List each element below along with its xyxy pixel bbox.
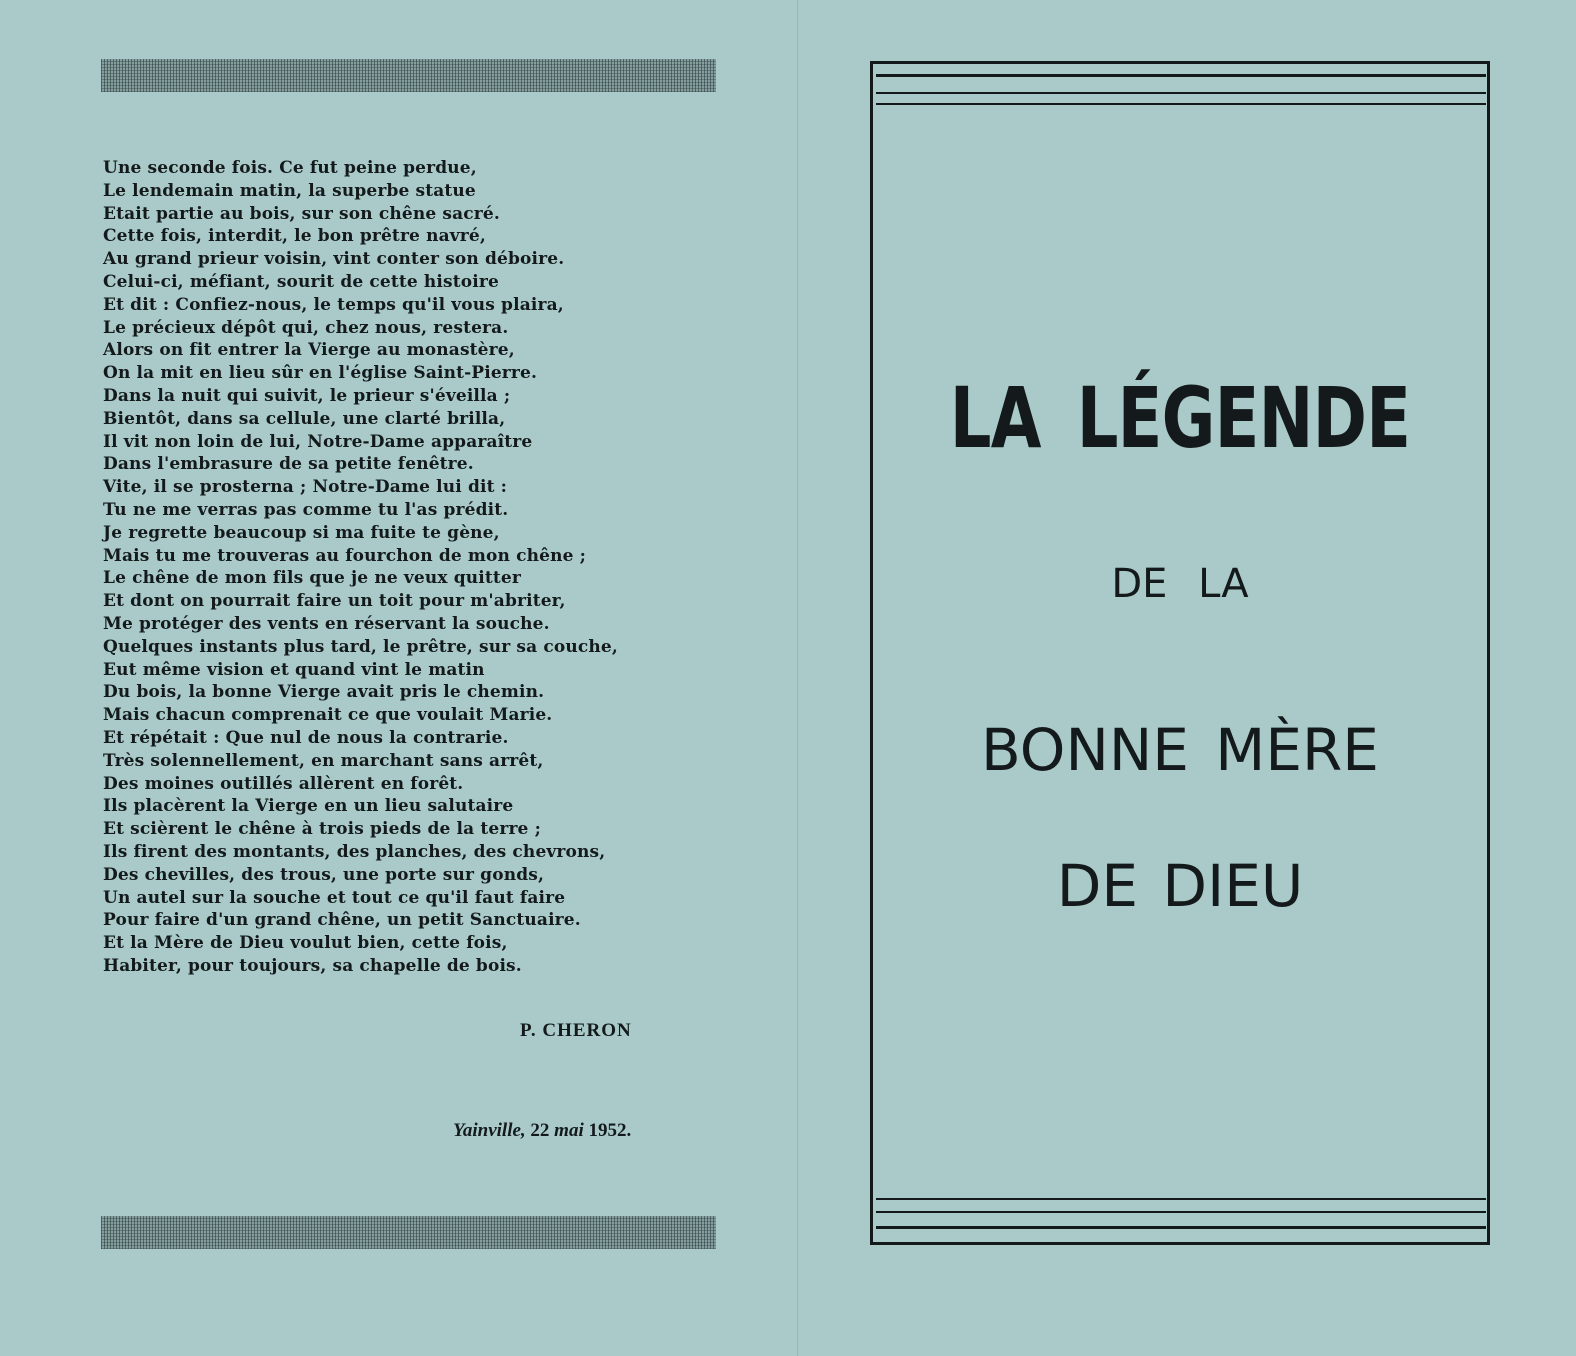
cover-title-line4: DE DIEU [1056,852,1304,920]
poem-line: Celui-ci, méfiant, sourit de cette histoire [103,271,499,292]
poem-line: Eut même vision et quand vint le matin [103,659,485,680]
poem-signature: P. CHERON [520,1020,632,1041]
poem-line: Du bois, la bonne Vierge avait pris le chemin. [103,682,545,703]
poem-line: Le lendemain matin, la superbe statue [103,180,476,201]
poem-line: Des chevilles, des trous, une porte sur gonds, [103,864,545,885]
poem-line: Et scièrent le chêne à trois pieds de la terre ; [103,819,542,840]
poem-line: Le chêne de mon fils que je ne veux quitter [103,568,521,589]
poem-line: Ils placèrent la Vierge en un lieu salutaire [103,796,514,817]
poem-line: Vite, il se prosterna ; Notre-Dame lui dit : [103,477,508,498]
poem-line: Et dit : Confiez-nous, le temps qu'il vous plaira, [103,294,564,315]
place-date [453,1120,631,1142]
page-fold [797,0,798,1356]
poem-line: Un autel sur la souche et tout ce qu'il faut faire [103,887,566,908]
poem-line: Il vit non loin de lui, Notre-Dame apparaître [103,431,533,452]
top-rule [876,92,1486,94]
poem-line: Pour faire d'un grand chêne, un petit Sanctuaire. [103,910,581,931]
poem-line: Dans la nuit qui suivit, le prieur s'éveilla ; [103,385,511,406]
poem-text [103,157,683,978]
poem-line: Habiter, pour toujours, sa chapelle de bois. [103,955,522,976]
cover-title-line3: BONNE MÈRE [981,716,1379,784]
date-day: 22 [530,1120,550,1141]
poem-line: Tu ne me verras pas comme tu l'as prédit. [103,499,509,520]
poem-line: On la mit en lieu sûr en l'église Saint-Pierre. [103,363,538,384]
decorative-band-bottom [101,1216,716,1249]
cover-title: LA LÉGENDE [949,369,1411,467]
date-month: mai [554,1120,584,1141]
poem-line: Alors on fit entrer la Vierge au monastère, [103,340,515,361]
poem-line: Je regrette beaucoup si ma fuite te gène, [103,522,500,543]
poem-line: Et répétait : Que nul de nous la contrarie. [103,727,509,748]
poem-line: Cette fois, interdit, le bon prêtre navré, [103,226,486,247]
top-rule [876,103,1486,105]
cover-frame [870,61,1490,1245]
cover-subtitle: DE LA [1111,561,1249,607]
poem-line: Mais chacun comprenait ce que voulait Marie. [103,705,553,726]
poem-line: Etait partie au bois, sur son chêne sacré. [103,203,500,224]
poem-line: Mais tu me trouveras au fourchon de mon chêne ; [103,545,587,566]
top-rule [876,74,1486,77]
poem-line: Dans l'embrasure de sa petite fenêtre. [103,454,474,475]
bottom-rule [876,1198,1486,1200]
poem-line: Au grand prieur voisin, vint conter son déboire. [103,249,565,270]
decorative-band-top [101,59,716,92]
poem-line: Bientôt, dans sa cellule, une clarté brilla, [103,408,506,429]
poem-line: Ils firent des montants, des planches, des chevrons, [103,841,606,862]
poem-line: Quelques instants plus tard, le prêtre, sur sa couche, [103,636,618,657]
poem-line: Et dont on pourrait faire un toit pour m'abriter, [103,591,566,612]
poem-line: Très solennellement, en marchant sans arrêt, [103,750,544,771]
bottom-rule [876,1211,1486,1213]
poem-line: Me protéger des vents en réservant la souche. [103,613,550,634]
poem-line: Le précieux dépôt qui, chez nous, restera. [103,317,509,338]
poem-line: Des moines outillés allèrent en forêt. [103,773,464,794]
place-name: Yainville, [453,1120,526,1141]
bottom-rule [876,1226,1486,1229]
poem-line: Une seconde fois. Ce fut peine perdue, [103,158,477,178]
poem-line: Et la Mère de Dieu voulut bien, cette fois, [103,933,508,954]
date-year: 1952. [588,1120,632,1141]
